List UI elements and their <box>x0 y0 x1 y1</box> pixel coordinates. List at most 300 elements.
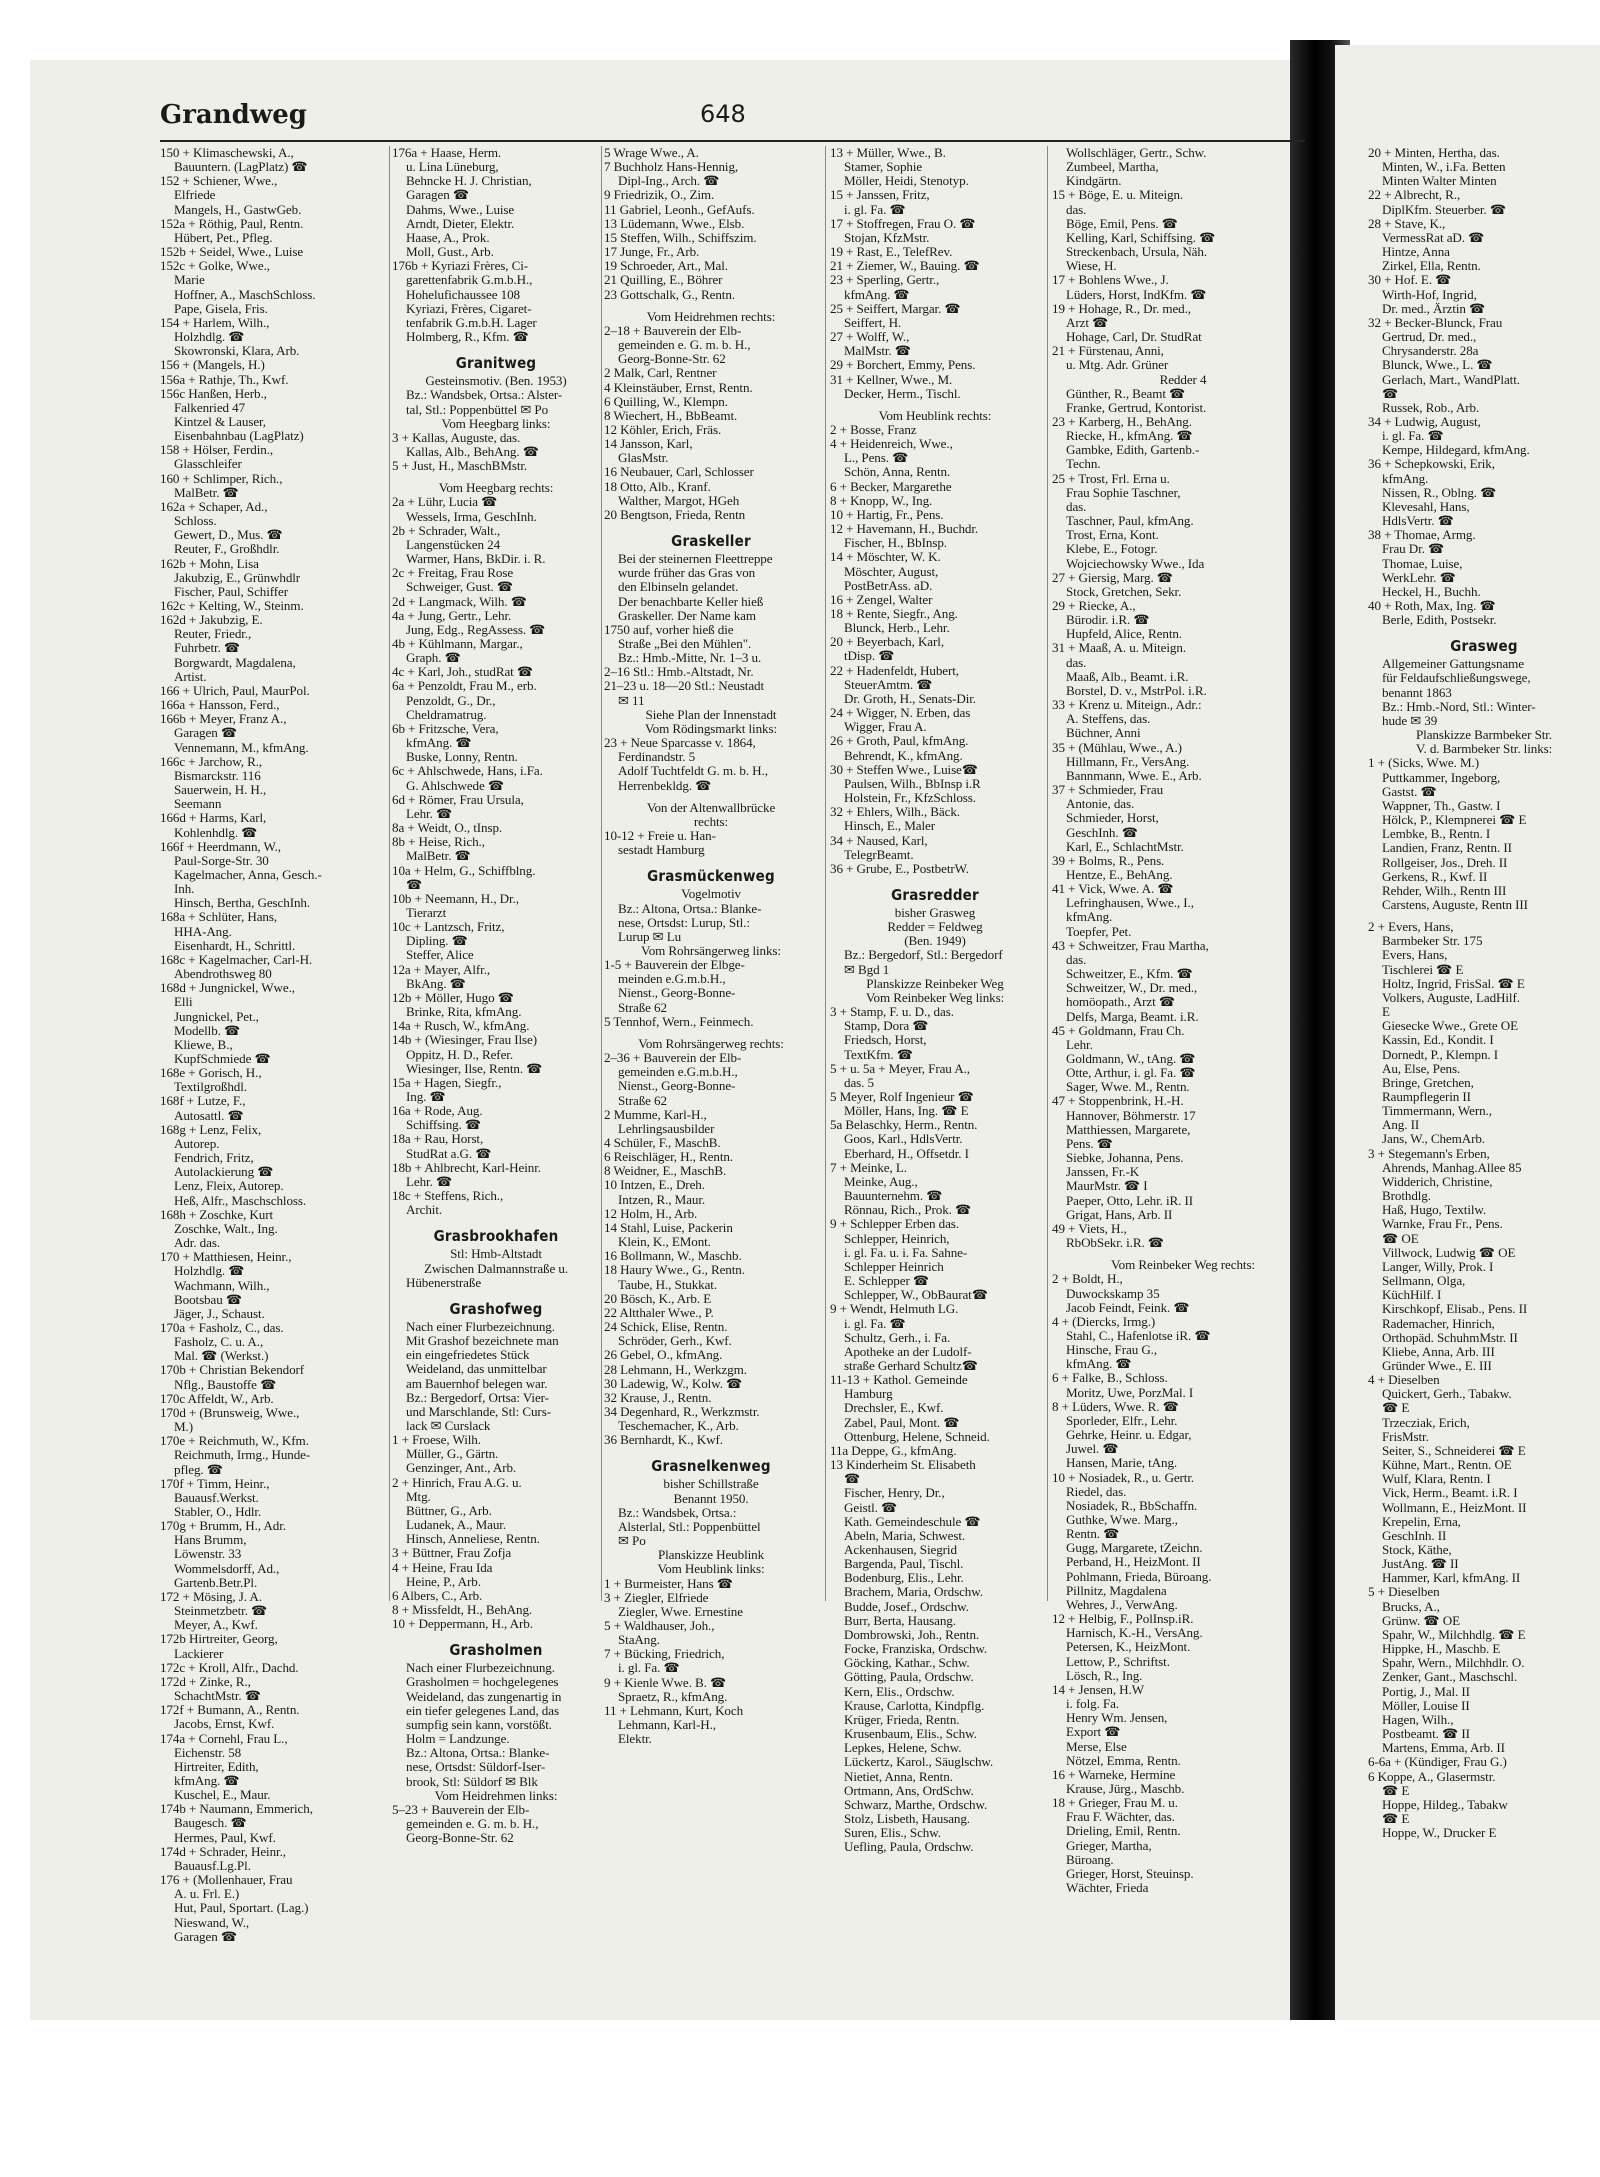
directory-line: Wollschläger, Gertr., Schw. <box>1066 146 1207 160</box>
directory-line: 176a + Haase, Herm. <box>392 146 502 160</box>
directory-line: Kliewe, B., <box>174 1037 233 1052</box>
directory-line: Stabler, O., Hdlr. <box>174 1505 262 1519</box>
directory-line: Giesecke Wwe., Grete OE <box>1382 1019 1518 1034</box>
directory-line: 1-5 + Bauverein der Elbge- <box>604 958 745 973</box>
directory-line: Klein, K., EMont. <box>618 1235 711 1250</box>
directory-line: 20 + Beyerbach, Karl, <box>830 635 944 650</box>
directory-line: 10a + Helm, G., Schiffblng. <box>392 863 536 878</box>
directory-line: Grieger, Horst, Steuinsp. <box>1066 1866 1194 1881</box>
directory-line: 170b + Christian Bekendorf <box>160 1363 305 1378</box>
directory-line: Eisenbahnbau (LagPlatz) <box>174 429 304 444</box>
directory-line: Hinsch, E., Maler <box>844 819 936 834</box>
directory-line: 10c + Lantzsch, Fritz, <box>392 920 505 935</box>
directory-line: Fasholz, C. u. A., <box>174 1335 264 1350</box>
directory-line: 6 Quilling, W., Klempn. <box>604 394 728 409</box>
directory-line: Dornedt, P., Klempn. I <box>1382 1047 1498 1062</box>
directory-line: ✉ Po <box>618 1534 646 1549</box>
directory-line: 166 + Ulrich, Paul, MaurPol. <box>160 683 310 698</box>
directory-line: Lackierer <box>174 1646 224 1661</box>
directory-line: 5 + Dieselben <box>1368 1585 1440 1600</box>
directory-line: Siehe Plan der Innenstadt <box>645 707 777 722</box>
directory-line: Drieling, Emil, Rentn. <box>1066 1824 1181 1839</box>
directory-line: 9 Friedrizik, O., Zim. <box>604 188 715 203</box>
directory-line: Hirtreiter, Edith, <box>174 1759 259 1774</box>
directory-line: kfmAng. ☎ <box>406 736 472 751</box>
directory-line: Streckenbach, Ursula, Näh. <box>1066 245 1208 260</box>
directory-line: 174d + Schrader, Heinr., <box>160 1844 286 1859</box>
directory-line: Otte, Arthur, i. gl. Fa. ☎ <box>1066 1066 1196 1081</box>
directory-line: 12b + Möller, Hugo ☎ <box>392 990 514 1005</box>
directory-line: 6-6a + (Kündiger, Frau G.) <box>1368 1755 1507 1770</box>
directory-line: das. <box>1066 952 1087 967</box>
directory-line: Penzoldt, G., Dr., <box>406 693 496 708</box>
directory-line: Holtz, Ingrid, FrisSal. ☎ E <box>1382 976 1525 991</box>
directory-line: Krause, Carlotta, Kindpflg. <box>844 1698 985 1713</box>
directory-line: Vick, Herm., Beamt. i.R. I <box>1382 1486 1518 1501</box>
directory-line: Schön, Anna, Rentn. <box>844 465 951 480</box>
directory-line: Wulf, Klara, Rentn. I <box>1382 1472 1491 1487</box>
directory-line: kfmAng. ☎ <box>174 1773 240 1788</box>
directory-line: Ferdinandstr. 5 <box>618 750 696 765</box>
directory-line: 15 + Böge, E. u. Miteign. <box>1052 188 1184 203</box>
directory-line: Kliebe, Anna, Arb. III <box>1382 1344 1495 1359</box>
directory-line: 150 + Klimaschewski, A., <box>160 146 294 160</box>
directory-line: 2c + Freitag, Frau Rose <box>392 566 514 581</box>
directory-line: 14 + Möschter, W. K. <box>830 550 941 565</box>
directory-line: Lefringhausen, Wwe., I., <box>1066 896 1194 911</box>
directory-line: Ahrends, Manhag.Allee 85 <box>1382 1160 1522 1175</box>
directory-line: i. gl. Fa. ☎ <box>1382 429 1444 444</box>
directory-line: Meyer, A., Kwf. <box>174 1618 258 1633</box>
blank-line <box>1368 912 1600 920</box>
blank-line <box>830 876 1040 884</box>
directory-line: Planskizze Reinbeker Weg <box>866 976 1004 991</box>
directory-line: Fendrich, Fritz, <box>174 1151 254 1166</box>
directory-line: ☎ E <box>1382 1401 1410 1416</box>
directory-line: 5 Tennhof, Wern., Feinmech. <box>604 1014 754 1029</box>
directory-line: Graph. ☎ <box>406 651 461 666</box>
directory-line: homöopath., Arzt ☎ <box>1066 995 1176 1010</box>
directory-line: Uefling, Paula, Ordschw. <box>844 1840 974 1855</box>
directory-line: Walther, Margot, HGeh <box>618 493 740 508</box>
directory-line: Intzen, R., Maur. <box>618 1192 706 1207</box>
directory-line: Bauausf.Werkst. <box>174 1490 259 1505</box>
directory-line: VermessRat aD. ☎ <box>1382 230 1485 245</box>
directory-line: WerkLehr. ☎ <box>1382 570 1456 585</box>
directory-line: Meinke, Aug., <box>844 1174 918 1189</box>
directory-line: Stahl, C., Hafenlotse iR. ☎ <box>1066 1328 1211 1343</box>
directory-line: 9 + Kienle Wwe. B. ☎ <box>604 1675 727 1690</box>
directory-line: Gesteinsmotiv. (Ben. 1953) <box>425 374 567 389</box>
directory-line: Goos, Karl., HdlsVertr. <box>844 1132 963 1147</box>
directory-line: Büroang. <box>1066 1852 1114 1867</box>
directory-line: Goldmann, W., tAng. ☎ <box>1066 1052 1196 1066</box>
directory-line: Lenz, Fleix, Autorep. <box>174 1179 284 1194</box>
directory-line: Jacobs, Ernst, Kwf. <box>174 1717 275 1732</box>
directory-line: Schweiger, Gust. ☎ <box>406 580 514 595</box>
directory-line: Vogelmotiv <box>681 887 741 902</box>
directory-line: Au, Else, Pens. <box>1382 1061 1461 1076</box>
directory-line: Vom Heidrehmen rechts: <box>646 309 776 324</box>
directory-line: 5 + u. 5a + Meyer, Frau A., <box>830 1061 970 1076</box>
directory-line: 4 + Heine, Frau Ida <box>392 1560 493 1575</box>
directory-line: Berle, Edith, Postsekr. <box>1382 613 1497 628</box>
directory-line: Abendrothsweg 80 <box>174 967 272 982</box>
column-3 <box>604 146 818 1746</box>
directory-line: Postbeamt. ☎ II <box>1382 1727 1470 1742</box>
header-rule <box>160 140 1305 142</box>
directory-line: Wachmann, Wilh., <box>174 1278 270 1293</box>
directory-line: Bringe, Gretchen, <box>1382 1075 1474 1090</box>
column-1 <box>160 146 388 1944</box>
directory-line: 2d + Langmack, Wilh. ☎ <box>392 594 527 609</box>
directory-line: das. <box>1066 655 1087 670</box>
blank-line <box>604 1029 818 1037</box>
directory-line: 25 + Seiffert, Margar. ☎ <box>830 301 961 316</box>
directory-line: ☎ E <box>1382 1811 1410 1826</box>
directory-line: Langenstücken 24 <box>406 537 501 552</box>
directory-line: Hut, Paul, Sportart. (Lag.) <box>174 1901 309 1916</box>
directory-line: pfleg. ☎ <box>174 1462 223 1477</box>
directory-line: 6b + Fritzsche, Vera, <box>392 721 499 736</box>
directory-line: 20 + Minten, Hertha, das. <box>1368 146 1500 160</box>
directory-line: Orthopäd. SchuhmMstr. II <box>1382 1330 1518 1345</box>
directory-line: 21–23 u. 18—20 Stl.: Neustadt <box>604 679 765 694</box>
directory-line: 38 + Thomae, Armg. <box>1368 528 1476 543</box>
directory-line: Fischer, H., BbInsp. <box>844 536 947 551</box>
directory-line: Sporleder, Elfr., Lehr. <box>1066 1413 1178 1428</box>
directory-line: Decker, Herm., Tischl. <box>844 386 961 401</box>
directory-line: Martens, Emma, Arb. II <box>1382 1741 1505 1756</box>
directory-line: Archit. <box>406 1203 443 1218</box>
directory-line: Vom Heidrehmen links: <box>434 1788 558 1803</box>
directory-line: 174a + Cornehl, Frau L., <box>160 1731 288 1746</box>
blank-line <box>392 1217 600 1225</box>
directory-line: 5 Meyer, Rolf Ingenieur ☎ <box>830 1090 974 1104</box>
directory-line: tenfabrik G.m.b.H. Lager <box>406 315 537 330</box>
directory-line: 12 Holm, H., Arb. <box>604 1206 698 1221</box>
column-divider <box>1047 146 1048 1601</box>
directory-line: 8 Weidner, E., MaschB. <box>604 1164 727 1179</box>
directory-line: 3 + Büttner, Frau Zofja <box>392 1546 512 1561</box>
directory-line: Schweitzer, E., Kfm. ☎ <box>1066 967 1193 982</box>
directory-line: Klevesahl, Hans, <box>1382 499 1470 514</box>
directory-line: 12 + Havemann, H., Buchdr. <box>830 522 979 537</box>
directory-line: Budde, Josef., Ordschw. <box>844 1599 969 1614</box>
directory-line: Moritz, Uwe, PorzMal. I <box>1066 1385 1194 1400</box>
directory-line: 3 + Stamp, F. u. D., das. <box>830 1005 954 1020</box>
directory-line: Toepfer, Pet. <box>1066 924 1132 939</box>
directory-line: Kintzel & Lauser, <box>174 414 266 429</box>
directory-line: Sauerwein, H. H., <box>174 783 267 798</box>
directory-line: Bz.: Altona, Ortsa.: Blanke- <box>618 901 762 916</box>
directory-line: 172d + Zinke, R., <box>160 1674 251 1689</box>
directory-line: 36 + Grube, E., PostbetrW. <box>830 861 969 876</box>
directory-line: Gastst. ☎ <box>1382 784 1437 799</box>
directory-line: Dahms, Wwe., Luise <box>406 202 515 217</box>
directory-line: 20 Bengtson, Frieda, Rentn <box>604 507 746 522</box>
directory-line: 170a + Fasholz, C., das. <box>160 1320 284 1335</box>
directory-line: Perband, H., HeizMont. II <box>1066 1555 1201 1570</box>
directory-line: i. gl. Fa. ☎ <box>844 202 906 217</box>
directory-line: 17 + Bohlens Wwe., J. <box>1052 273 1169 288</box>
directory-line: 13 Kinderheim St. Elisabeth <box>830 1458 976 1473</box>
directory-line: Rehder, Wilh., Rentn III <box>1382 883 1507 898</box>
directory-line: i. gl. Fa. ☎ <box>618 1661 680 1676</box>
directory-line: Gambke, Edith, Gartenb.- <box>1066 443 1200 458</box>
directory-line: 11a Deppe, G., kfmAng. <box>830 1443 957 1458</box>
directory-line: u. Mtg. Adr. Grüner <box>1066 358 1169 373</box>
directory-line: 166d + Harms, Karl, <box>160 811 267 826</box>
directory-line: 15 Steffen, Wilh., Schiffszim. <box>604 230 757 245</box>
directory-line: 156c Hanßen, Herb., <box>160 386 267 401</box>
directory-line: 18b + Ahlbrecht, Karl-Heinr. <box>392 1160 541 1175</box>
blank-line <box>1052 1250 1314 1258</box>
directory-line: 10 + Hartig, Fr., Pens. <box>830 507 944 522</box>
directory-line: Möller, Louise II <box>1382 1698 1470 1713</box>
directory-line: 2–36 + Bauverein der Elb- <box>604 1051 742 1066</box>
street-heading: Grasweg <box>1450 637 1518 656</box>
directory-line: 162c + Kelting, W., Steinm. <box>160 599 304 613</box>
directory-line: 17 + Stoffregen, Frau O. ☎ <box>830 216 976 231</box>
directory-line: Brachem, Maria, Ordschw. <box>844 1585 983 1600</box>
directory-line: 1 + (Sicks, Wwe. M.) <box>1368 756 1479 771</box>
directory-line: 172f + Bumann, A., Rentn. <box>160 1703 300 1718</box>
directory-line: MaurMstr. ☎ I <box>1066 1179 1148 1194</box>
directory-line: Grasholmen = hochgelegenes <box>406 1675 559 1690</box>
directory-line: 26 Gebel, O., kfmAng. <box>604 1348 723 1363</box>
directory-line: Hinsch, Anneliese, Rentn. <box>406 1532 540 1547</box>
directory-line: Kelling, Karl, Schiffsing. ☎ <box>1066 230 1216 245</box>
directory-line: 172b Hirtreiter, Georg, <box>160 1632 278 1647</box>
directory-line: Kath. Gemeindeschule ☎ <box>844 1514 981 1529</box>
directory-line: 1 + Froese, Wilh. <box>392 1433 481 1448</box>
directory-line: 29 + Borchert, Emmy, Pens. <box>830 358 976 373</box>
directory-line: Von der Altenwallbrücke <box>646 800 776 815</box>
directory-line: 1750 auf, vorher hieß die <box>604 622 734 637</box>
directory-line: Autosattl. ☎ <box>174 1108 244 1123</box>
directory-line: Böge, Emil, Pens. ☎ <box>1066 216 1178 231</box>
directory-line: Ludanek, A., Maur. <box>406 1518 507 1533</box>
directory-line: Grünw. ☎ OE <box>1382 1613 1460 1628</box>
directory-line: KüchHilf. I <box>1382 1288 1442 1303</box>
directory-line: Langer, Willy, Prok. I <box>1382 1259 1494 1274</box>
directory-line: Vennemann, M., kfmAng. <box>174 740 309 755</box>
directory-line: 10 + Nosiadek, R., u. Gertr. <box>1052 1470 1195 1485</box>
directory-line: Gertrud, Dr. med., <box>1382 330 1477 345</box>
directory-line: Nosiadek, R., BbSchaffn. <box>1066 1498 1198 1513</box>
directory-line: Jäger, J., Schaust. <box>174 1306 265 1321</box>
directory-line: Paulsen, Wilh., BbInsp i.R <box>844 776 981 791</box>
directory-line: 34 + Ludwig, August, <box>1368 414 1481 429</box>
directory-line: Stojan, KfzMstr. <box>844 230 930 245</box>
blank-line <box>830 401 1040 409</box>
directory-line: 33 + Krenz u. Miteign., Adr.: <box>1052 698 1202 713</box>
directory-line: Jacob Feindt, Feink. ☎ <box>1066 1300 1190 1315</box>
directory-line: 15a + Hagen, Siegfr., <box>392 1075 502 1090</box>
directory-line: Minten Walter Minten <box>1382 174 1497 189</box>
directory-line: Kempe, Hildegard, kfmAng. <box>1382 443 1530 458</box>
directory-line: 18 + Grieger, Frau M. u. <box>1052 1796 1178 1811</box>
directory-line: 152c + Golke, Wwe., <box>160 259 270 274</box>
directory-line: 3 + Kallas, Auguste, das. <box>392 430 521 445</box>
directory-line: 14a + Rusch, W., kfmAng. <box>392 1019 530 1034</box>
directory-line: Landien, Franz, Rentn. II <box>1382 841 1512 856</box>
directory-line: 170e + Reichmuth, W., Kfm. <box>160 1434 309 1449</box>
directory-line: Duwockskamp 35 <box>1066 1286 1160 1301</box>
directory-line: 34 + Naused, Karl, <box>830 833 928 848</box>
directory-line: nese, Ortsdst: Lurup, Stl.: <box>618 915 750 930</box>
directory-line: hude ✉ 39 <box>1382 713 1438 728</box>
directory-line: kfmAng. ☎ <box>844 287 910 302</box>
directory-line: Grieger, Martha, <box>1066 1838 1152 1853</box>
directory-line: garettenfabrik G.m.b.H., <box>406 273 533 288</box>
directory-line: 6d + Römer, Frau Ursula, <box>392 792 524 807</box>
directory-line: 19 + Rast, E., TelefRev. <box>830 245 953 260</box>
directory-line: sestadt Hamburg <box>618 843 705 858</box>
directory-line: 8 + Lüders, Wwe. R. ☎ <box>1052 1399 1179 1414</box>
directory-line: 2–16 Stl.: Hmb.-Altstadt, Nr. <box>604 665 754 680</box>
directory-line: PostBetrAss. aD. <box>844 578 933 593</box>
directory-line: 41 + Vick, Wwe. A. ☎ <box>1052 882 1174 897</box>
blank-line <box>604 1447 818 1455</box>
directory-line: 8b + Heise, Rich., <box>392 835 485 850</box>
directory-line: 6 Albers, C., Arb. <box>392 1588 483 1603</box>
directory-line: 6 + Falke, B., Schloss. <box>1052 1371 1168 1386</box>
directory-line: Franke, Gertrud, Kontorist. <box>1066 400 1207 415</box>
directory-line: Stock, Gretchen, Sekr. <box>1066 584 1182 599</box>
directory-line: Fischer, Paul, Schiffer <box>174 584 289 599</box>
directory-line: 168f + Lutze, F., <box>160 1094 246 1109</box>
directory-line: Schlepper Heinrich <box>844 1259 944 1274</box>
directory-line: HdlsVertr. ☎ <box>1382 514 1454 529</box>
directory-line: Ang. II <box>1382 1118 1420 1133</box>
directory-line: Cheldramatrug. <box>406 707 487 722</box>
directory-line: Hintze, Anna <box>1382 245 1450 260</box>
directory-line: Behncke H. J. Christian, <box>406 174 532 189</box>
directory-line: Büttner, G., Arb. <box>406 1503 492 1518</box>
directory-line: Petersen, K., HeizMont. <box>1066 1640 1191 1655</box>
directory-line: Bz.: Wandsbek, Ortsa.: Alster- <box>406 388 563 403</box>
directory-line: Arzt ☎ <box>1066 315 1109 330</box>
directory-line: Brothdlg. <box>1382 1189 1431 1204</box>
directory-line: Eichenstr. 58 <box>174 1745 242 1760</box>
directory-line: Tischlerei ☎ E <box>1382 962 1464 977</box>
directory-line: Merse, Else <box>1066 1739 1127 1754</box>
directory-line: 170g + Brumm, H., Adr. <box>160 1519 286 1534</box>
directory-line: Hamburg <box>844 1387 893 1402</box>
directory-line: Hentze, E., BehAng. <box>1066 867 1173 882</box>
column-5 <box>1052 146 1314 1895</box>
directory-line: Stock, Käthe, <box>1382 1543 1452 1557</box>
directory-line: 2 Mumme, Karl-H., <box>604 1107 707 1122</box>
directory-line: 36 Bernhardt, K., Kwf. <box>604 1433 723 1448</box>
directory-line: 10-12 + Freie u. Han- <box>604 829 716 844</box>
directory-line: 4 Kleinstäuber, Ernst, Rentn. <box>604 380 753 395</box>
directory-line: L., Pens. ☎ <box>844 451 909 466</box>
directory-line: nese, Ortsdst: Süldorf-Iser- <box>406 1760 546 1775</box>
directory-line: Eisenhardt, H., Schrittl. <box>174 938 296 953</box>
directory-line: Abeln, Maria, Schwest. <box>844 1528 966 1543</box>
directory-line: Hippke, H., Maschb. E <box>1382 1642 1501 1657</box>
directory-line: ☎ <box>1382 386 1399 401</box>
directory-line: Adolf Tuchtfeldt G. m. b. H., <box>618 764 768 779</box>
street-heading: Grashofweg <box>449 1299 543 1318</box>
blank-line <box>392 1631 600 1639</box>
directory-line: Haß, Hugo, Textilw. <box>1382 1203 1487 1218</box>
directory-line: MalBetr. ☎ <box>406 849 471 864</box>
directory-line: Russek, Rob., Arb. <box>1382 400 1480 415</box>
directory-line: Gewert, D., Mus. ☎ <box>174 528 283 543</box>
directory-line: Kallas, Alb., BehAng. ☎ <box>406 444 539 459</box>
directory-line: Stolz, Lisbeth, Hausang. <box>844 1811 970 1826</box>
directory-line: tal, Stl.: Poppenbüttel ✉ Po <box>406 402 549 417</box>
directory-line: Delfs, Marga, Beamt. i.R. <box>1066 1009 1199 1024</box>
directory-line: Lehr. ☎ <box>406 806 453 821</box>
directory-line: Puttkammer, Ingeborg, <box>1382 770 1501 785</box>
directory-line: 170 + Matthiesen, Heinr., <box>160 1250 292 1265</box>
directory-line: Hagen, Wilh., <box>1382 1712 1454 1727</box>
directory-line: 158 + Hölser, Ferdin., <box>160 443 274 458</box>
directory-line: Siebke, Johanna, Pens. <box>1066 1151 1184 1166</box>
directory-line: Zumbeel, Martha, <box>1066 160 1159 175</box>
directory-line: Lettow, P., Schriftst. <box>1066 1654 1170 1669</box>
directory-line: Dipling. ☎ <box>406 934 468 949</box>
directory-line: A. Steffens, das. <box>1066 712 1151 727</box>
directory-line: i. gl. Fa. ☎ <box>844 1316 906 1331</box>
directory-line: Matthiessen, Margarete, <box>1066 1122 1191 1137</box>
directory-line: Straße 62 <box>618 1000 667 1015</box>
directory-line: 37 + Schmieder, Frau <box>1052 783 1164 798</box>
directory-line: 12a + Mayer, Alfr., <box>392 962 491 977</box>
directory-line: Frau F. Wächter, das. <box>1066 1810 1175 1825</box>
directory-line: Pillnitz, Magdalena <box>1066 1583 1167 1598</box>
directory-line: Bodenburg, Elis., Lehr. <box>844 1571 964 1586</box>
directory-line: Techn. <box>1066 457 1101 472</box>
directory-line: kfmAng. ☎ <box>1066 1357 1132 1372</box>
directory-line: Gartenb.Betr.Pl. <box>174 1575 258 1590</box>
directory-line: 2 + Boldt, H., <box>1052 1272 1123 1287</box>
directory-line: 31 + Kellner, Wwe., M. <box>830 372 953 387</box>
directory-line: 4c + Karl, Joh., studRat ☎ <box>392 665 534 680</box>
directory-line: Nienst., Georg-Bonne- <box>618 1079 736 1094</box>
directory-line: Schwarz, Marthe, Ordschw. <box>844 1797 988 1812</box>
directory-line: Allgemeiner Gattungsname <box>1382 657 1524 672</box>
directory-line: 5 Wrage Wwe., A. <box>604 146 699 160</box>
directory-line: Hoffner, A., MaschSchloss. <box>174 287 316 302</box>
directory-line: das. <box>1066 202 1087 217</box>
directory-line: Georg-Bonne-Str. 62 <box>618 352 726 367</box>
directory-line: 10 + Deppermann, H., Arb. <box>392 1617 533 1632</box>
directory-line: 9 + Wendt, Helmuth LG. <box>830 1302 959 1317</box>
directory-line: Planskizze Heublink <box>657 1548 765 1563</box>
directory-line: 43 + Schweitzer, Frau Martha, <box>1052 938 1209 953</box>
directory-line: Schultz, Gerh., i. Fa. <box>844 1330 951 1345</box>
directory-line: 14 Stahl, Luise, Packerin <box>604 1220 733 1235</box>
directory-line: Lehr. <box>1066 1037 1093 1052</box>
directory-line: Ziegler, Wwe. Ernestine <box>618 1604 743 1619</box>
directory-line: Spahr, W., Milchhdlg. ☎ E <box>1382 1627 1526 1642</box>
directory-line: 168e + Gorisch, H., <box>160 1066 262 1081</box>
directory-line: KupfSchmiede ☎ <box>174 1052 271 1066</box>
directory-line: 7 Buchholz Hans-Hennig, <box>604 160 739 175</box>
directory-line: u. Lina Lüneburg, <box>406 160 499 175</box>
directory-line: ☎ <box>406 877 423 892</box>
directory-line: Hölck, P., Klempnerei ☎ E <box>1382 813 1527 828</box>
directory-line: RbObSekr. i.R. ☎ <box>1066 1236 1165 1251</box>
directory-line: Sellmann, Olga, <box>1382 1274 1466 1289</box>
directory-line: Wappner, Th., Gastw. I <box>1382 798 1501 813</box>
